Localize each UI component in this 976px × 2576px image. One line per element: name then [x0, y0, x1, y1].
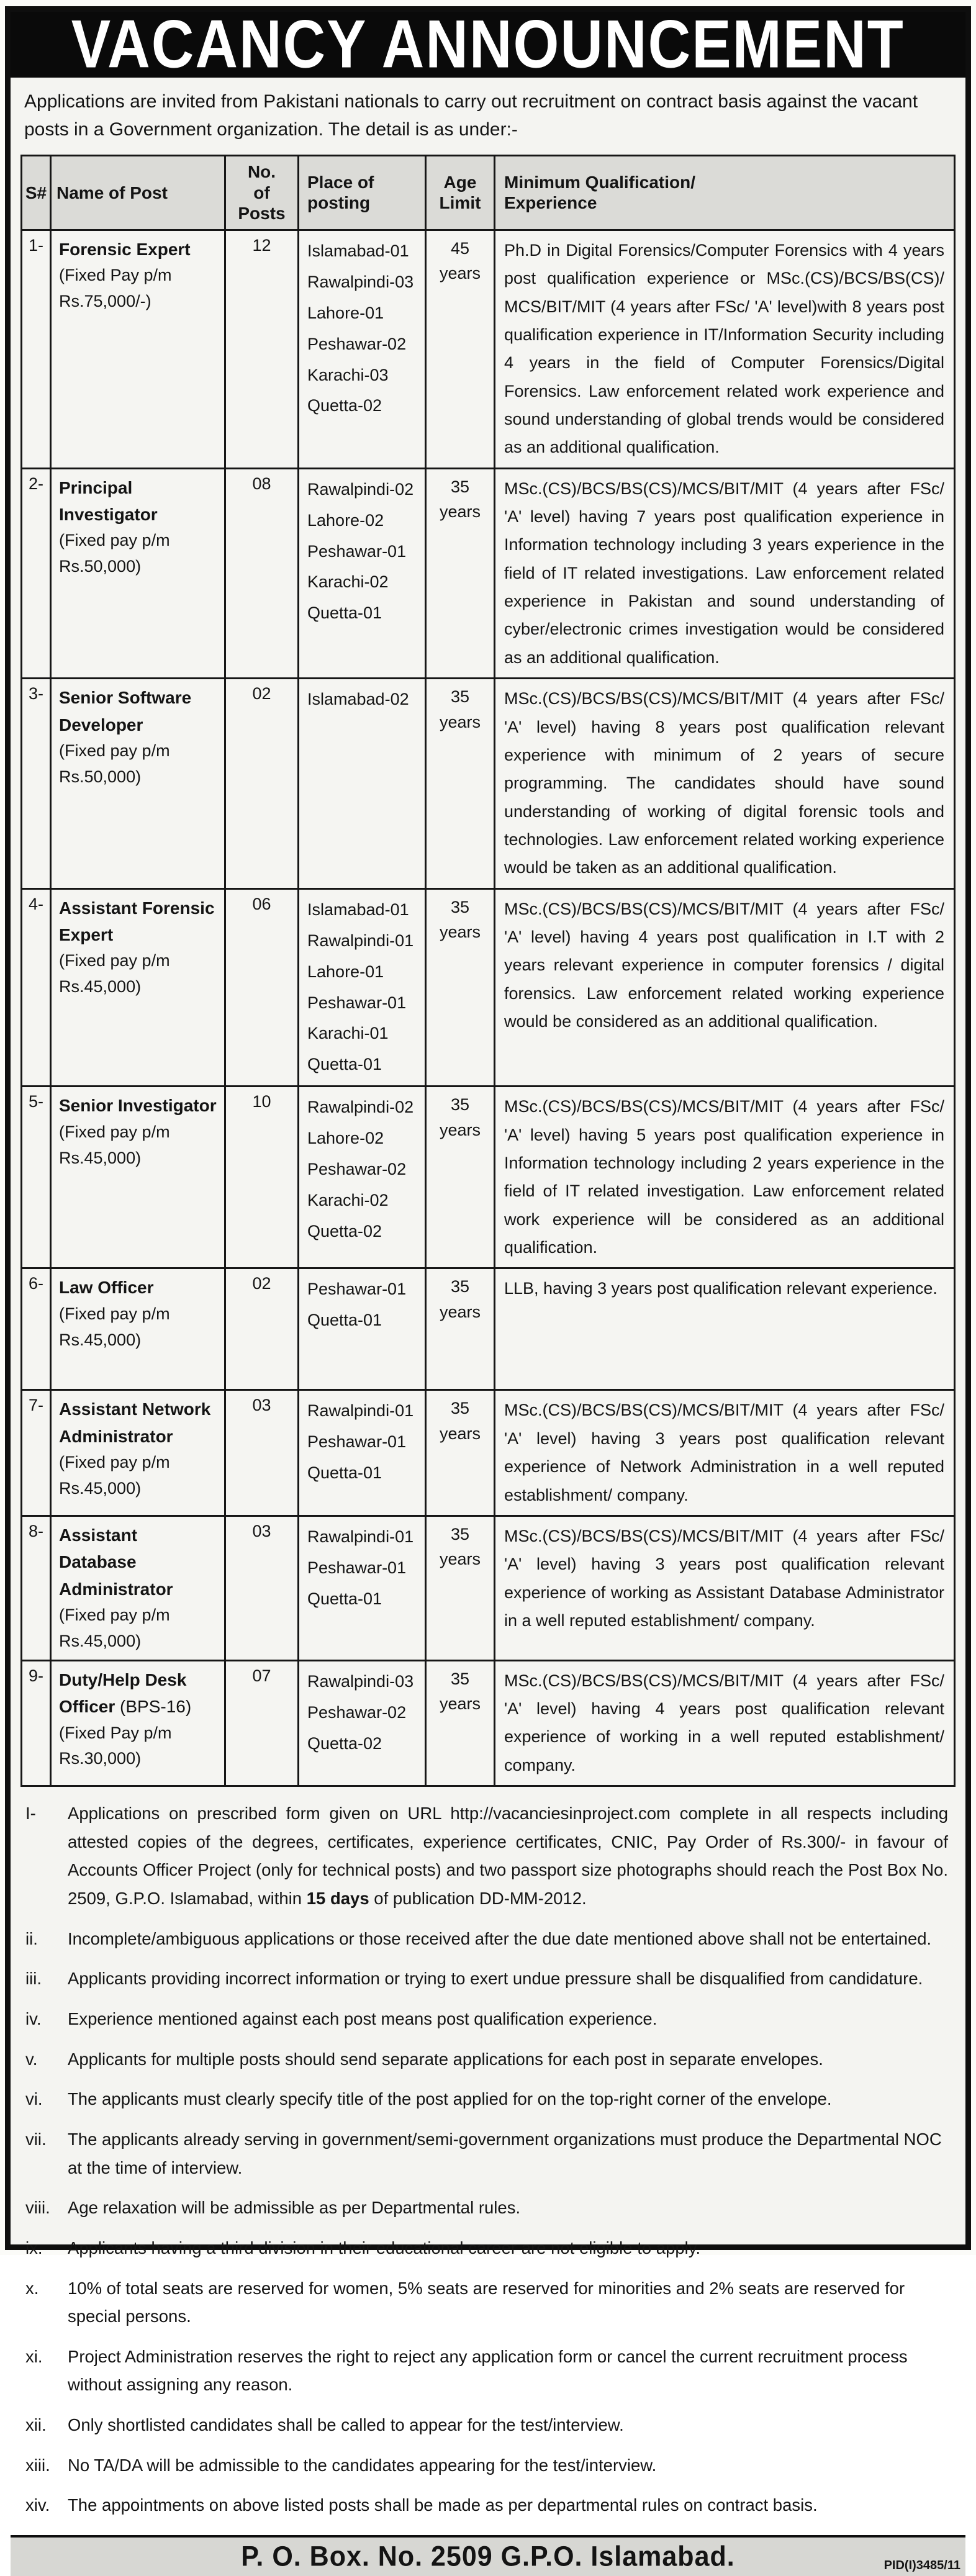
- age-limit: 45 years: [427, 231, 495, 468]
- posts-count: 12: [226, 231, 299, 468]
- post-pay: (Fixed pay p/m Rs.45,000): [59, 1122, 170, 1167]
- posting-places: [299, 1087, 427, 1267]
- posting-places: [299, 679, 427, 888]
- note-label: vii.: [25, 2129, 47, 2149]
- posting-places: [299, 1391, 427, 1514]
- note-item: [25, 1925, 948, 1953]
- posting-places: [299, 231, 427, 468]
- posting-places: [299, 469, 427, 678]
- age-limit: 35 years: [427, 1661, 495, 1785]
- table-row: [22, 1661, 954, 1785]
- posts-count: 03: [226, 1391, 299, 1514]
- posting-place: Karachi-01: [307, 1024, 389, 1043]
- table-row: [22, 679, 954, 890]
- posting-place: Peshawar-02: [307, 334, 407, 353]
- banner: [11, 6, 965, 83]
- posts-count: 06: [226, 890, 299, 1086]
- table-row: [22, 231, 954, 469]
- qualification-text: MSc.(CS)/BCS/BS(CS)/MCS/BIT/MIT (4 years after FSc/ 'A' level) having 3 years post qualification relevant experience of Network Administration in a well reputed establishment/ company.: [504, 1401, 944, 1504]
- note-text: Applicants for multiple posts should send separate applications for each post in separate envelopes.: [68, 2049, 823, 2069]
- table-row: [22, 1087, 954, 1269]
- col-header-age: Age Limit: [427, 156, 495, 229]
- post-pay: (Fixed Pay p/m Rs.30,000): [59, 1723, 172, 1768]
- posting-place: Peshawar-02: [307, 1160, 407, 1179]
- vacancy-table: [20, 155, 956, 1787]
- posting-place: Peshawar-01: [307, 1432, 407, 1452]
- post-name-cell: [52, 1661, 226, 1785]
- age-limit: 35 years: [427, 1391, 495, 1514]
- post-name-cell: [52, 231, 226, 468]
- post-name-cell: [52, 469, 226, 678]
- qualification-text: MSc.(CS)/BCS/BS(CS)/MCS/BIT/MIT (4 years after FSc/ 'A' level) having 3 years post qualification relevant experience of working as Assistant Database Administrator in a well reputed establishment/ company.: [504, 1526, 944, 1630]
- col-header-name: Name of Post: [52, 156, 226, 229]
- posting-place: Rawalpindi-02: [307, 479, 414, 499]
- note-item-first: [25, 1799, 948, 1913]
- qualification-text: MSc.(CS)/BCS/BS(CS)/MCS/BIT/MIT (4 years after FSc/ 'A' level) having 5 years post qualification experience in Information technology including 2 years experience in the field of IT related investigation. Law enforcement related work experience will be considered as an additional qualification.: [504, 1097, 944, 1257]
- post-pay: (Fixed pay p/m Rs.50,000): [59, 531, 170, 576]
- note-label: ix.: [25, 2238, 43, 2257]
- posting-place: Rawalpindi-01: [307, 931, 414, 950]
- posting-places: [299, 1661, 427, 1785]
- note-item: [25, 2045, 948, 2074]
- posting-places: [299, 1269, 427, 1389]
- post-title: Principal Investigator: [59, 477, 158, 525]
- post-serial: 3-: [22, 679, 52, 888]
- table-header-row: [22, 156, 954, 231]
- note-label: x.: [25, 2278, 39, 2298]
- note-item: [25, 2005, 948, 2033]
- note-label: xi.: [25, 2346, 43, 2366]
- note-label: vi.: [25, 2089, 43, 2109]
- posting-place: Quetta-01: [307, 1311, 382, 1330]
- post-name-cell: [52, 890, 226, 1086]
- post-serial: 8-: [22, 1517, 52, 1660]
- posting-place: Rawalpindi-01: [307, 1527, 414, 1546]
- note-label: ii.: [25, 1928, 38, 1948]
- qualification-text: MSc.(CS)/BCS/BS(CS)/MCS/BIT/MIT (4 years after FSc/ 'A' level) having 4 years post qualification in I.T with 2 years relevant experience in computer forensics / digital forensics. Law enforcement related working experience would be considered as an additional qualification.: [504, 899, 944, 1031]
- advertisement-frame: [5, 6, 971, 2573]
- note-text: Experience mentioned against each post means post qualification experience.: [68, 2009, 657, 2029]
- posting-place: Islamabad-01: [307, 900, 409, 919]
- post-title: Senior Investigator: [59, 1096, 217, 1116]
- banner-title: VACANCY ANNOUNCEMENT: [71, 6, 905, 83]
- posting-place: Peshawar-01: [307, 1280, 407, 1299]
- post-title: Senior Software Developer: [59, 688, 192, 734]
- posts-count: 07: [226, 1661, 299, 1785]
- post-pay: (Fixed pay p/m Rs.45,000): [59, 951, 170, 997]
- posting-place: Lahore-01: [307, 962, 384, 981]
- posts-count: 03: [226, 1517, 299, 1660]
- posting-place: Quetta-02: [307, 1733, 382, 1753]
- posting-place: Quetta-01: [307, 603, 382, 623]
- note-label: iii.: [25, 1969, 42, 1989]
- post-title: Assistant Network Administrator: [59, 1399, 211, 1446]
- note-item: [25, 2274, 948, 2331]
- post-serial: 2-: [22, 469, 52, 678]
- post-serial: 5-: [22, 1087, 52, 1267]
- posting-place: Peshawar-01: [307, 993, 407, 1012]
- table-row: [22, 469, 954, 680]
- posting-place: Quetta-01: [307, 1055, 382, 1074]
- age-limit: 35 years: [427, 1087, 495, 1267]
- col-header-place: Place of posting: [299, 156, 427, 229]
- posting-place: Quetta-02: [307, 1222, 382, 1241]
- intro-paragraph: Applications are invited from Pakistani nationals to carry out recruitment on contract basis against the vacant posts in a Government organization. The detail is as under:-: [24, 91, 918, 140]
- posting-place: Karachi-02: [307, 572, 389, 592]
- pid-number: PID(I)3485/11: [883, 2559, 960, 2573]
- note-label: xiii.: [25, 2455, 50, 2475]
- table-row: [22, 890, 954, 1088]
- post-serial: 7-: [22, 1391, 52, 1514]
- posting-place: Lahore-01: [307, 303, 384, 322]
- posts-count: 08: [226, 469, 299, 678]
- posting-place: Quetta-01: [307, 1589, 382, 1608]
- note-item: [25, 2411, 948, 2439]
- post-name-cell: [52, 1269, 226, 1389]
- note-text: No TA/DA will be admissible to the candidates appearing for the test/interview.: [68, 2455, 657, 2475]
- note-item: [25, 2125, 948, 2182]
- post-serial: 4-: [22, 890, 52, 1086]
- qualification-text: Ph.D in Digital Forensics/Computer Forensics with 4 years post qualification experience or MSc.(CS)/BCS/BS(CS)/ MCS/BIT/MIT (4 years after FSc/ 'A' level)with 8 years post qualification experience in IT/Information Security including 4 years in the field of Computer Forensics/Digital Forensics. Law enforcement related work experience and sound understanding of global trends would be considered as an additional qualification.: [504, 240, 944, 457]
- posting-place: Karachi-02: [307, 1191, 389, 1210]
- post-title: Duty/Help Desk Officer (BPS-16): [59, 1670, 192, 1717]
- posting-place: Rawalpindi-03: [307, 1671, 414, 1691]
- post-name-cell: [52, 679, 226, 888]
- posting-place: Peshawar-01: [307, 1558, 407, 1577]
- posts-count: 02: [226, 1269, 299, 1389]
- note-label: viii.: [25, 2198, 50, 2218]
- notes-list: [25, 1925, 948, 2520]
- note-item: [25, 2234, 948, 2262]
- posting-place: Lahore-02: [307, 1129, 384, 1148]
- note-text: Applications on prescribed form given on URL http://vacanciesinproject.com complete in all respects including attested copies of the degrees, certificates, experience certificates, CNIC, Pay Order of Rs.300/- in favour of Accounts Officer Project (only for technical posts) and two passport size photographs should reach the Post Box No. 2509, G.P.O. Islamabad, within 15 days of publication DD-MM-2012.: [68, 1804, 948, 1909]
- note-text: Age relaxation will be admissible as per Departmental rules.: [68, 2198, 521, 2218]
- post-pay: (Fixed Pay p/m Rs.75,000/-): [59, 266, 172, 311]
- col-header-posts: No. of Posts: [226, 156, 299, 229]
- note-text: The applicants must clearly specify title of the post applied for on the top-right corner of the envelope.: [68, 2089, 832, 2109]
- post-pay: (Fixed pay p/m Rs.45,000): [59, 1606, 170, 1650]
- notes-section: [11, 1787, 965, 2535]
- table-row: [22, 1391, 954, 1516]
- note-text: Project Administration reserves the right to reject any application form or cancel the current recruitment process without assigning any reason.: [68, 2346, 908, 2395]
- post-serial: 9-: [22, 1661, 52, 1785]
- note-text: Incomplete/ambiguous applications or those received after the due date mentioned above shall not be entertained.: [68, 1928, 932, 1948]
- post-name-cell: [52, 1517, 226, 1660]
- post-title: Assistant Database Administrator: [59, 1525, 173, 1599]
- table-row: [22, 1269, 954, 1391]
- posts-count: 02: [226, 679, 299, 888]
- posting-place: Rawalpindi-03: [307, 272, 414, 291]
- note-item: [25, 1964, 948, 1993]
- posting-places: [299, 1517, 427, 1660]
- post-title: Forensic Expert: [59, 239, 191, 259]
- age-limit: 35 years: [427, 1269, 495, 1389]
- note-item: [25, 2451, 948, 2480]
- post-title: Assistant Forensic Expert: [59, 898, 215, 945]
- table-row: [22, 1517, 954, 1661]
- posting-place: Quetta-02: [307, 396, 382, 415]
- note-text: Only shortlisted candidates shall be called to appear for the test/interview.: [68, 2415, 624, 2435]
- age-limit: 35 years: [427, 890, 495, 1086]
- post-pay: (Fixed pay p/m Rs.45,000): [59, 1304, 170, 1349]
- note-bold-deadline: 15 days: [306, 1889, 369, 1909]
- note-item: [25, 2194, 948, 2222]
- note-label: I-: [25, 1804, 36, 1824]
- posting-places: [299, 890, 427, 1086]
- note-label: iv.: [25, 2009, 42, 2029]
- note-text: The applicants already serving in government/semi-government organizations must produce the Departmental NOC at the time of interview.: [68, 2129, 942, 2177]
- posting-place: Karachi-03: [307, 365, 389, 384]
- note-text: 10% of total seats are reserved for women, 5% seats are reserved for minorities and 2% seats are reserved for special persons.: [68, 2278, 905, 2326]
- qualification-text: MSc.(CS)/BCS/BS(CS)/MCS/BIT/MIT (4 years after FSc/ 'A' level) having 4 years post qualification relevant experience of working in a well reputed establishment/ company.: [504, 1671, 944, 1774]
- age-limit: 35 years: [427, 469, 495, 678]
- note-item: [25, 2491, 948, 2520]
- col-header-qualification: Minimum Qualification/ Experience: [504, 172, 696, 213]
- qualification-text: MSc.(CS)/BCS/BS(CS)/MCS/BIT/MIT (4 years after FSc/ 'A' level) having 8 years post qualification relevant experience with minimum of 2 years of secure programming. The candidates should have sound understanding of working of digital forensic tools and technologies. Law enforcement related working experience would be taken as an additional qualification.: [504, 689, 944, 877]
- age-limit: 35 years: [427, 1517, 495, 1660]
- note-text: Applicants providing incorrect information or trying to exert undue pressure shall be disqualified from candidature.: [68, 1969, 923, 1989]
- post-name-cell: [52, 1391, 226, 1514]
- posts-count: 10: [226, 1087, 299, 1267]
- note-label: v.: [25, 2049, 38, 2069]
- post-title: Law Officer: [59, 1278, 154, 1298]
- note-text: Applicants having a third division in their educational career are not eligible to apply.: [68, 2238, 701, 2257]
- note-text: The appointments on above listed posts shall be made as per departmental rules on contract basis.: [68, 2495, 818, 2515]
- posting-place: Islamabad-02: [307, 690, 409, 709]
- post-pay: (Fixed pay p/m Rs.45,000): [59, 1453, 170, 1498]
- po-box-address: P. O. Box. No. 2509 G.P.O. Islamabad.: [241, 2541, 735, 2572]
- note-item: [25, 2085, 948, 2113]
- footer-band: [11, 2535, 965, 2576]
- post-serial: 1-: [22, 231, 52, 468]
- posting-place: Peshawar-01: [307, 541, 407, 561]
- post-serial: 6-: [22, 1269, 52, 1389]
- posting-place: Rawalpindi-02: [307, 1098, 414, 1117]
- table-body: [22, 231, 954, 1785]
- posting-place: Peshawar-02: [307, 1702, 407, 1722]
- posting-place: Islamabad-01: [307, 241, 409, 260]
- note-label: xiv.: [25, 2495, 50, 2515]
- post-name-cell: [52, 1087, 226, 1267]
- qualification-text: MSc.(CS)/BCS/BS(CS)/MCS/BIT/MIT (4 years after FSc/ 'A' level) having 7 years post qualification experience in Information technology including 3 years experience in the field of IT related investigations. Law enforcement related experience in Pakistan and sound understanding of cyber/electronic crimes investigation would be considered as an additional qualification.: [504, 479, 944, 667]
- posting-place: Rawalpindi-01: [307, 1401, 414, 1421]
- note-label: xii.: [25, 2415, 47, 2435]
- post-pay: (Fixed pay p/m Rs.50,000): [59, 741, 170, 786]
- age-limit: 35 years: [427, 679, 495, 888]
- col-header-serial: S#: [22, 156, 52, 229]
- qualification-text: LLB, having 3 years post qualification relevant experience.: [504, 1279, 938, 1298]
- posting-place: Lahore-02: [307, 510, 384, 530]
- note-item: [25, 2343, 948, 2399]
- posting-place: Quetta-01: [307, 1463, 382, 1483]
